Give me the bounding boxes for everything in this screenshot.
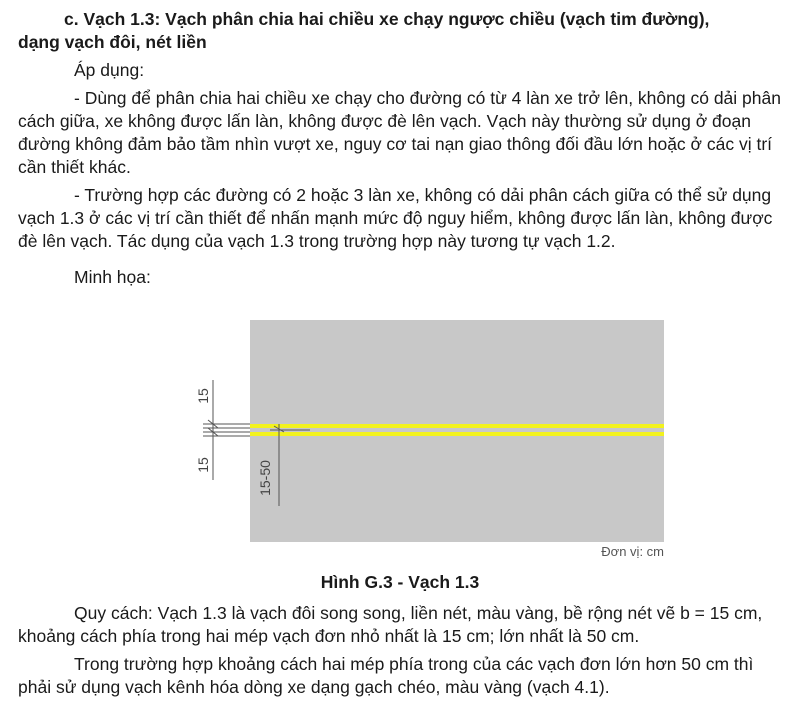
dim-label-bottom: 15 <box>195 457 211 473</box>
heading-line-1: c. Vạch 1.3: Vạch phân chia hai chiều xe chạy ngược chiều (vạch tim đường), <box>64 9 710 29</box>
paragraph-1: - Dùng để phân chia hai chiều xe chạy cho đường có từ 4 làn xe trở lên, không có dải phân cách giữa, xe không được lấn làn, không được đè lên vạch. Vạch này thường sử dụng ở đoạn đường không đảm bảo tầm nhìn vượt xe, nguy cơ tai nạn giao thông đối đầu lớn hoặc ở các vị trí cần thiết khác. <box>18 88 781 177</box>
figure-caption: Hình G.3 - Vạch 1.3 <box>320 572 480 592</box>
dim-label-top: 15 <box>195 388 211 404</box>
apply-label: Áp dụng: <box>74 60 145 80</box>
yellow-line-lower <box>250 432 664 436</box>
paragraph-3: Quy cách: Vạch 1.3 là vạch đôi song song, liền nét, màu vàng, bề rộng nét vẽ b = 15 cm, khoảng cách phía trong hai mép vạch đơn nhỏ nhất là 15 cm; lớn nhất là 50 cm. <box>18 603 763 646</box>
heading-line-2: dạng vạch đôi, nét liền <box>18 32 207 52</box>
document-body-lower <box>18 602 784 699</box>
yellow-line-upper <box>250 424 664 428</box>
unit-note: Đơn vị: cm <box>601 544 664 559</box>
paragraph-4: Trong trường hợp khoảng cách hai mép phía trong của các vạch đơn lớn hơn 50 cm thì phải sử dụng vạch kênh hóa dòng xe dạng gạch chéo, màu vàng (vạch 4.1). <box>18 654 754 697</box>
road-surface <box>250 320 664 542</box>
illustration-label: Minh họa: <box>74 267 151 287</box>
paragraph-2: - Trường hợp các đường có 2 hoặc 3 làn xe, không có dải phân cách giữa có thể sử dụng vạch 1.3 ở các vị trí cần thiết để nhấn mạnh mức độ nguy hiểm, không được lấn làn, không được đè lên vạch. Tác dụng của vạch 1.3 trong trường hợp này tương tự vạch 1.2. <box>18 185 773 251</box>
dim-label-gap: 15-50 <box>257 460 273 496</box>
